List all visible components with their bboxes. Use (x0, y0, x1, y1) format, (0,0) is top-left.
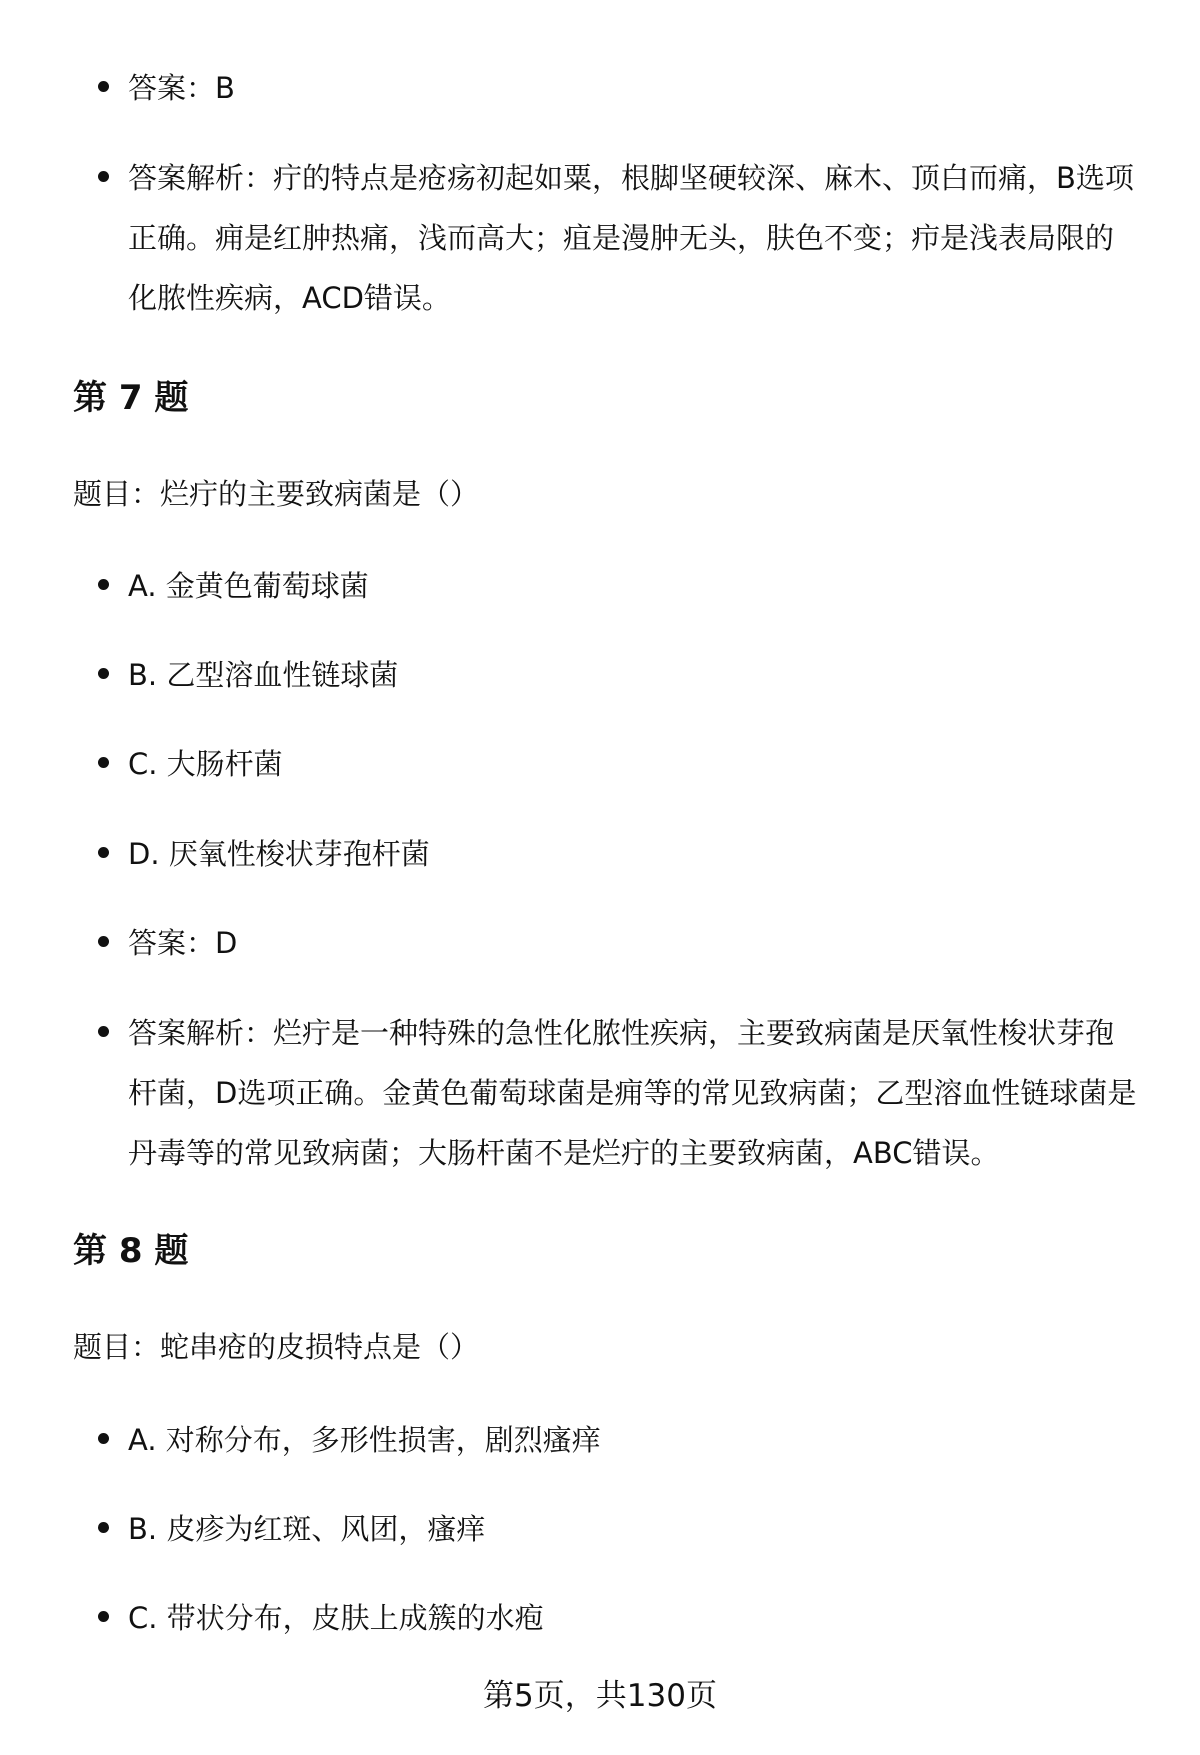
page-number: 第5页，共130页 (483, 1678, 717, 1714)
option-b: B. 皮疹为红斑、风团，瘙痒 (128, 1499, 1138, 1559)
answer-item: 答案：B (128, 58, 1138, 118)
option-c: C. 带状分布，皮肤上成簇的水疱 (128, 1588, 1138, 1648)
option-a: A. 对称分布，多形性损害，剧烈瘙痒 (128, 1410, 1138, 1470)
option-b: B. 乙型溶血性链球菌 (128, 645, 1138, 705)
question-text: 题目：蛇串疮的皮损特点是（） (73, 1330, 480, 1364)
answer-item: 答案：D (128, 913, 1138, 973)
question-text: 题目：烂疔的主要致病菌是（） (73, 477, 480, 511)
option-c: C. 大肠杆菌 (128, 734, 1138, 794)
option-d: D. 厌氧性梭状芽孢杆菌 (128, 824, 1138, 884)
analysis-item: 答案解析：疔的特点是疮疡初起如粟，根脚坚硬较深、麻木、顶白而痛，B选项正确。痈是红肿热痛，浅而高大；疽是漫肿无头，肤色不变；疖是浅表局限的化脓性疾病，ACD错误。 (128, 148, 1138, 328)
analysis-item: 答案解析：烂疔是一种特殊的急性化脓性疾病，主要致病菌是厌氧性梭状芽孢杆菌，D选项正确。金黄色葡萄球菌是痈等的常见致病菌；乙型溶血性链球菌是丹毒等的常见致病菌；大肠杆菌不是烂疔的主要致病菌，ABC错误。 (128, 1003, 1138, 1183)
question-heading: 第 7 题 (73, 378, 189, 418)
question-heading: 第 8 题 (73, 1231, 189, 1271)
option-a: A. 金黄色葡萄球菌 (128, 556, 1138, 616)
